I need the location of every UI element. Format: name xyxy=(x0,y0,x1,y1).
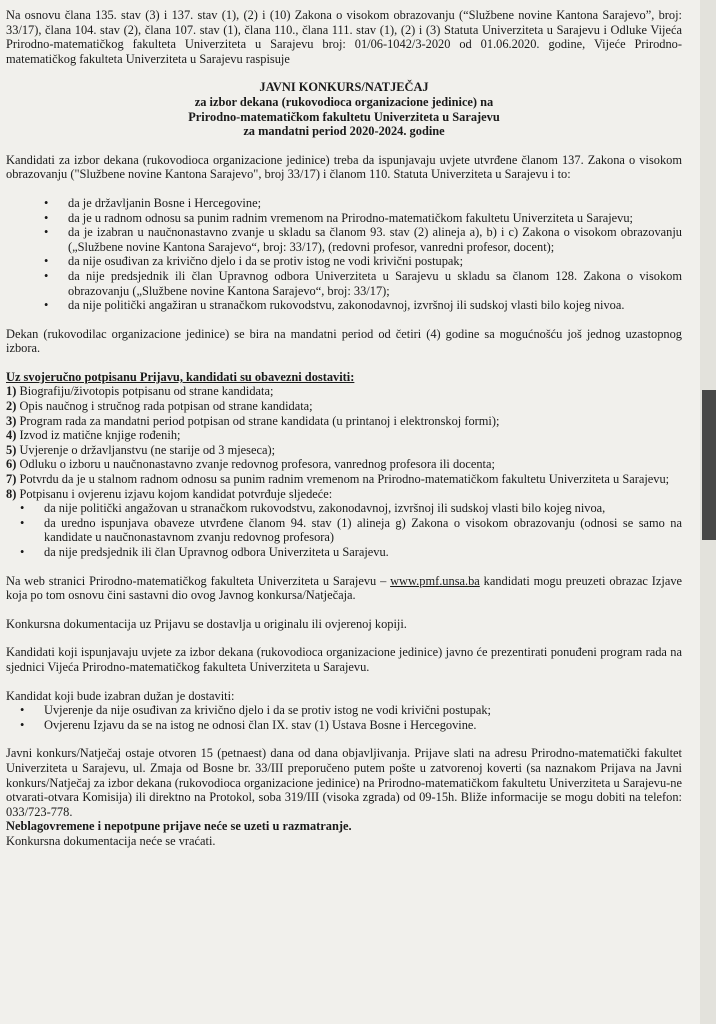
document-item-text: Odluku o izboru u naučnonastavno zvanje redovnog profesora, vanrednog profesora ili docenta; xyxy=(19,457,495,472)
document-item-text: Izvod iz matične knjige rođenih; xyxy=(19,428,181,443)
intro-paragraph: Na osnovu člana 135. stav (3) i 137. stav (1), (2) i (10) Zakona o visokom obrazovanju (“Službene novine Kantona Sarajevo”, broj: 33/17), člana 104. stav (2), člana 107. stav (1), člana 110., člana 111. stav (1), (2) i (3) Statuta Univerziteta u Sarajevu i Odluke Vijeća Prirodno-matematičkog fakulteta Univerziteta u Sarajevu broj: 01/06-1042/3-2020 od 01.06.2020. godine, Vijeće Prirodno-matematičkog fakulteta Univerziteta u Sarajevu raspisuje xyxy=(6,8,682,66)
document-item-number: 5) xyxy=(6,442,17,457)
document-item-number: 4) xyxy=(6,428,17,443)
document-item xyxy=(6,414,682,429)
mandate-paragraph: Dekan (rukovodilac organizacione jedinice) se bira na mandatni period od četiri (4) godine sa mogućnošću još jednog uzastopnog izbora. xyxy=(6,326,682,356)
document-item-number: 2) xyxy=(6,399,17,414)
condition-item: • da je u radnom odnosu sa punim radnim vremenom na Prirodno-matematičkom fakultetu Univerziteta u Sarajevu; xyxy=(6,211,682,226)
documents-list xyxy=(6,384,682,501)
document-item xyxy=(6,384,682,399)
title-line-3: Prirodno-matematičkom fakultetu Univerziteta u Sarajevu xyxy=(188,109,500,124)
statement-list xyxy=(6,501,682,559)
documents-heading: Uz svojeručno potpisanu Prijavu, kandidati su obavezni dostaviti: xyxy=(6,369,355,384)
document-item-number: 6) xyxy=(6,457,17,472)
document-item-text: Opis naučnog i stručnog rada potpisan od strane kandidata; xyxy=(19,399,313,414)
condition-item: • da nije politički angažiran u stranačkom rukovodstvu, zakonodavnoj, izvršnoj ili sudskoj vlasti bilo kojeg nivoa. xyxy=(6,298,682,313)
document-item xyxy=(6,487,682,502)
selected-item: • Ovjerenu Izjavu da se na istog ne odnosi član IX. stav (1) Ustava Bosne i Hercegovine. xyxy=(6,718,682,733)
original-copy-paragraph: Konkursna dokumentacija uz Prijavu se dostavlja u originalu ili ovjerenoj kopiji. xyxy=(6,616,407,631)
statement-item: • da uredno ispunjava obaveze utvrđene članom 94. stav (1) alineja g) Zakona o visokom obrazovanju (odnosi se samo na kandidate u naučnonastavnom zvanju redovnog profesora) xyxy=(6,516,682,545)
condition-item: • da je državljanin Bosne i Hercegovine; xyxy=(6,196,682,211)
web-text-after: kandidati mogu preuzeti obrazac Izjave koja po tom osnovu čini sastavni dio ovog Javnog konkursa/Natječaja. xyxy=(6,573,683,603)
document-item-number: 7) xyxy=(6,472,17,487)
condition-item: • da nije osuđivan za krivično djelo i da se protiv istog ne vodi krivični postupak; xyxy=(6,254,682,269)
statement-item: • da nije predsjednik ili član Upravnog odbora Univerziteta u Sarajevu. xyxy=(6,545,682,560)
document-item-text: Potvrdu da je u stalnom radnom odnosu sa punim radnim vremenom na Prirodno-matematičkom fakultetu Univerziteta u Sarajevu; xyxy=(19,472,670,487)
document-item xyxy=(6,399,682,414)
web-paragraph xyxy=(6,574,682,603)
statement-item: • da nije politički angažovan u stranačkom rukovodstvu, zakonodavnoj, izvršnoj ili sudskoj vlasti bilo kojeg nivoa, xyxy=(6,501,682,516)
document-item xyxy=(6,457,682,472)
conditions-list xyxy=(6,196,682,313)
title-line-4: za mandatni period 2020-2024. godine xyxy=(243,124,445,139)
selected-candidate-list xyxy=(6,703,682,732)
title-line-2: za izbor dekana (rukovodioca organizacione jedinice) na xyxy=(194,94,494,109)
document-item-number: 8) xyxy=(6,486,17,501)
condition-item: • da nije predsjednik ili član Upravnog odbora Univerziteta u Sarajevu u skladu sa članom 128. Zakona o visokom obrazovanju („Službene novine Kantona Sarajevo“, broj: 33/17); xyxy=(6,269,682,298)
title-line-1: JAVNI KONKURS/NATJEČAJ xyxy=(259,80,429,95)
document-item xyxy=(6,443,682,458)
document-item-text: Program rada za mandatni period potpisan od strane kandidata (u printanoj i elektronskoj formi); xyxy=(19,413,500,428)
closing-paragraph: Javni konkurs/Natječaj ostaje otvoren 15 (petnaest) dana od dana objavljivanja. Prijave slati na adresu Prirodno-matematički fakultet Univerziteta u Sarajevu, ul. Zmaja od Bosne br. 33/III preporučeno putem pošte u zatvorenoj koverti (sa naznakom Prijava na Javni konkurs/Natječaj za izbor dekana (rukovodioca organizacione jedinice) na Prirodno-matematičkom fakultetu Univerziteta u Sarajevu-ne otvarati-otvara Komisija) ili direktno na Protokol, soba 319/III (visoka zgrada) od 09-15h. Bliže informacije se mogu dobiti na telefon: 033/723-778. xyxy=(6,746,682,819)
document-item-text: Potpisanu i ovjerenu izjavu kojom kandidat potvrđuje sljedeće: xyxy=(19,486,333,501)
documents-not-returned-notice: Konkursna dokumentacija neće se vraćati. xyxy=(6,833,216,848)
document-item xyxy=(6,428,682,443)
document-item-text: Uvjerenje o državljanstvu (ne starije od 3 mjeseca); xyxy=(19,442,276,457)
document-item-number: 1) xyxy=(6,384,17,399)
document-item xyxy=(6,472,682,487)
faculty-website-link[interactable]: www.pmf.unsa.ba xyxy=(390,573,480,588)
document-title xyxy=(6,80,682,138)
adjacent-page-edge xyxy=(700,0,716,1024)
document-item-number: 3) xyxy=(6,413,17,428)
program-presentation-paragraph: Kandidati koji ispunjavaju uvjete za izbor dekana (rukovodioca organizacione jedinice) javno će prezentirati ponuđeni program rada na sjednici Vijeća Prirodno-matematičkog fakulteta Univerziteta u Sarajevu. xyxy=(6,645,682,674)
document-item-text: Biografiju/životopis potpisanu od strane kandidata; xyxy=(19,384,274,399)
late-applications-notice: Neblagovremene i nepotpune prijave neće se uzeti u razmatranje. xyxy=(6,819,352,834)
selected-item: • Uvjerenje da nije osuđivan za krivično djelo i da se protiv istog ne vodi krivični postupak; xyxy=(6,703,682,718)
condition-item: • da je izabran u naučnonastavno zvanje u skladu sa članom 93. stav (2) alineja a), b) i c) Zakona o visokom obrazovanju („Službene novine Kantona Sarajevo“, broj: 33/17), (redovni profesor, vanredni profesor, docent); xyxy=(6,225,682,254)
selected-candidate-intro: Kandidat koji bude izabran dužan je dostaviti: xyxy=(6,688,235,703)
web-text-before: Na web stranici Prirodno-matematičkog fakulteta Univerziteta u Sarajevu – xyxy=(6,573,391,588)
conditions-intro: Kandidati za izbor dekana (rukovodioca organizacione jedinice) treba da ispunjavaju uvjete utvrđene članom 137. Zakona o visokom obrazovanju ("Službene novine Kantona Sarajevo", broj 33/17) i članom 110. Statuta Univerziteta u Sarajevu i to: xyxy=(6,152,682,182)
